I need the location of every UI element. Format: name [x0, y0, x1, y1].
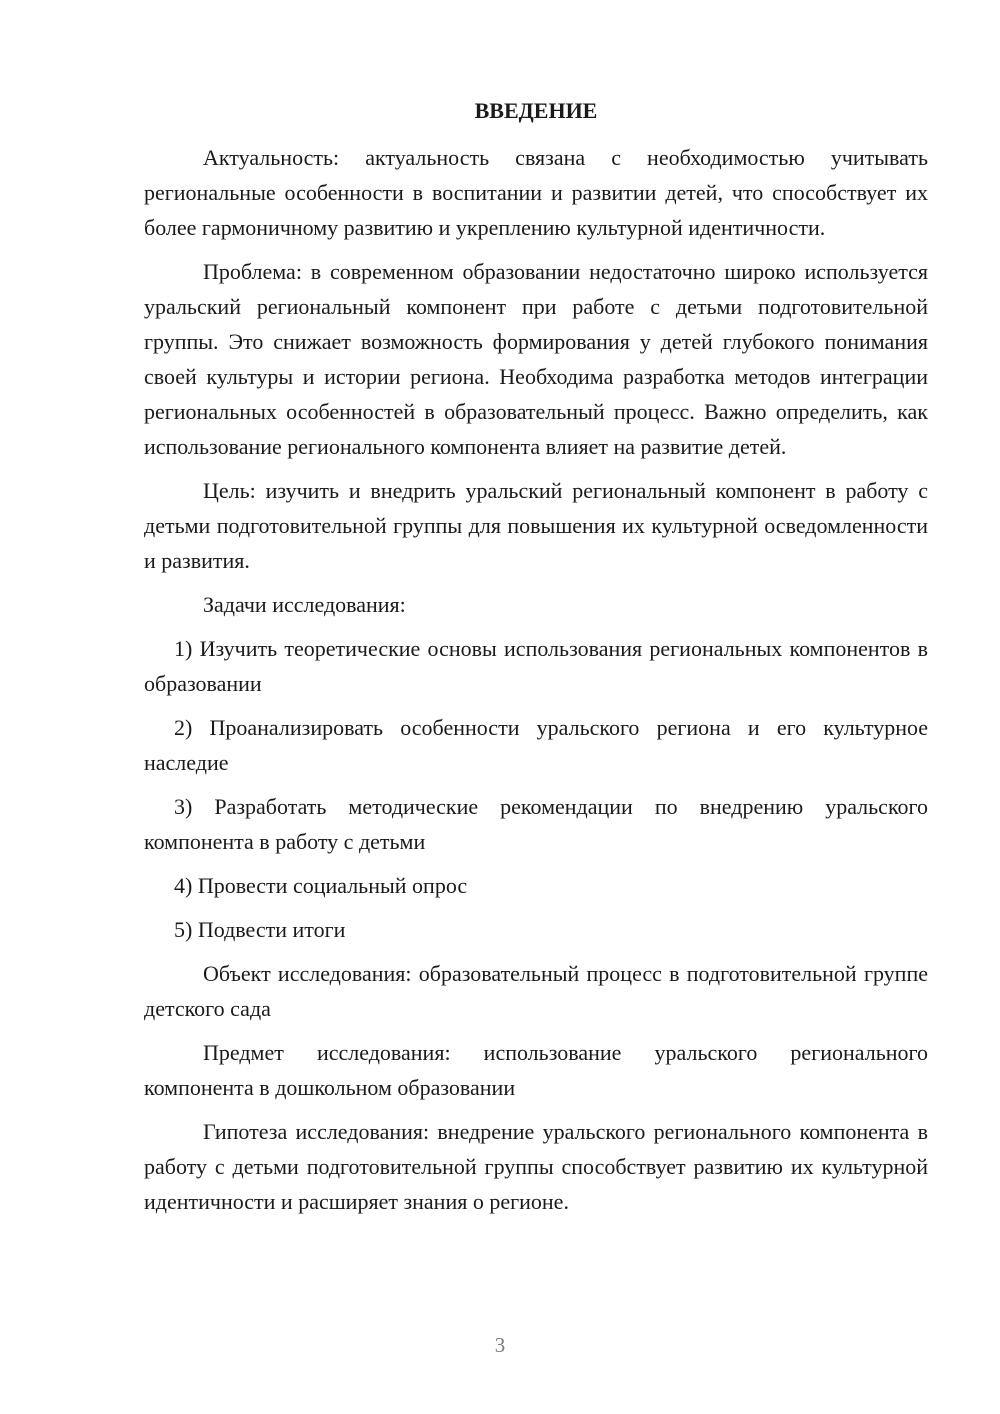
- task-item: 5) Подвести итоги: [174, 917, 346, 942]
- task-item: 3) Разработать методические рекомендации по внедрению уральского компонента в работу с детьми: [144, 794, 928, 854]
- goal-paragraph: Цель: изучить и внедрить уральский региональный компонент в работу с детьми подготовительной группы для повышения их культурной осведомленности и развития.: [144, 478, 928, 573]
- relevance-paragraph: Актуальность: актуальность связана с необходимостью учитывать региональные особенности в воспитании и развитии детей, что способствует их более гармоничному развитию и укреплению культурной идентичности.: [144, 145, 928, 240]
- task-item: 1) Изучить теоретические основы использования региональных компонентов в образовании: [144, 636, 928, 696]
- tasks-heading: Задачи исследования:: [203, 592, 406, 617]
- hypothesis-paragraph: Гипотеза исследования: внедрение уральского регионального компонента в работу с детьми подготовительной группы способствует развитию их культурной идентичности и расширяет знания о регионе.: [144, 1119, 928, 1214]
- object-paragraph: Объект исследования: образовательный процесс в подготовительной группе детского сада: [144, 961, 928, 1021]
- subject-paragraph: Предмет исследования: использование уральского регионального компонента в дошкольном образовании: [144, 1040, 928, 1100]
- page-content: [144, 96, 928, 1228]
- section-title: ВВЕДЕНИЕ: [474, 98, 598, 123]
- problem-paragraph: Проблема: в современном образовании недостаточно широко используется уральский региональный компонент при работе с детьми подготовительной группы. Это снижает возможность формирования у детей глубокого понимания своей культуры и истории региона. Необходима разработка методов интеграции региональных особенностей в образовательный процесс. Важно определить, как использование регионального компонента влияет на развитие детей.: [144, 259, 928, 459]
- page-number: 3: [494, 1333, 506, 1357]
- task-item: 4) Провести социальный опрос: [174, 873, 468, 898]
- task-item: 2) Проанализировать особенности уральского региона и его культурное наследие: [144, 715, 928, 775]
